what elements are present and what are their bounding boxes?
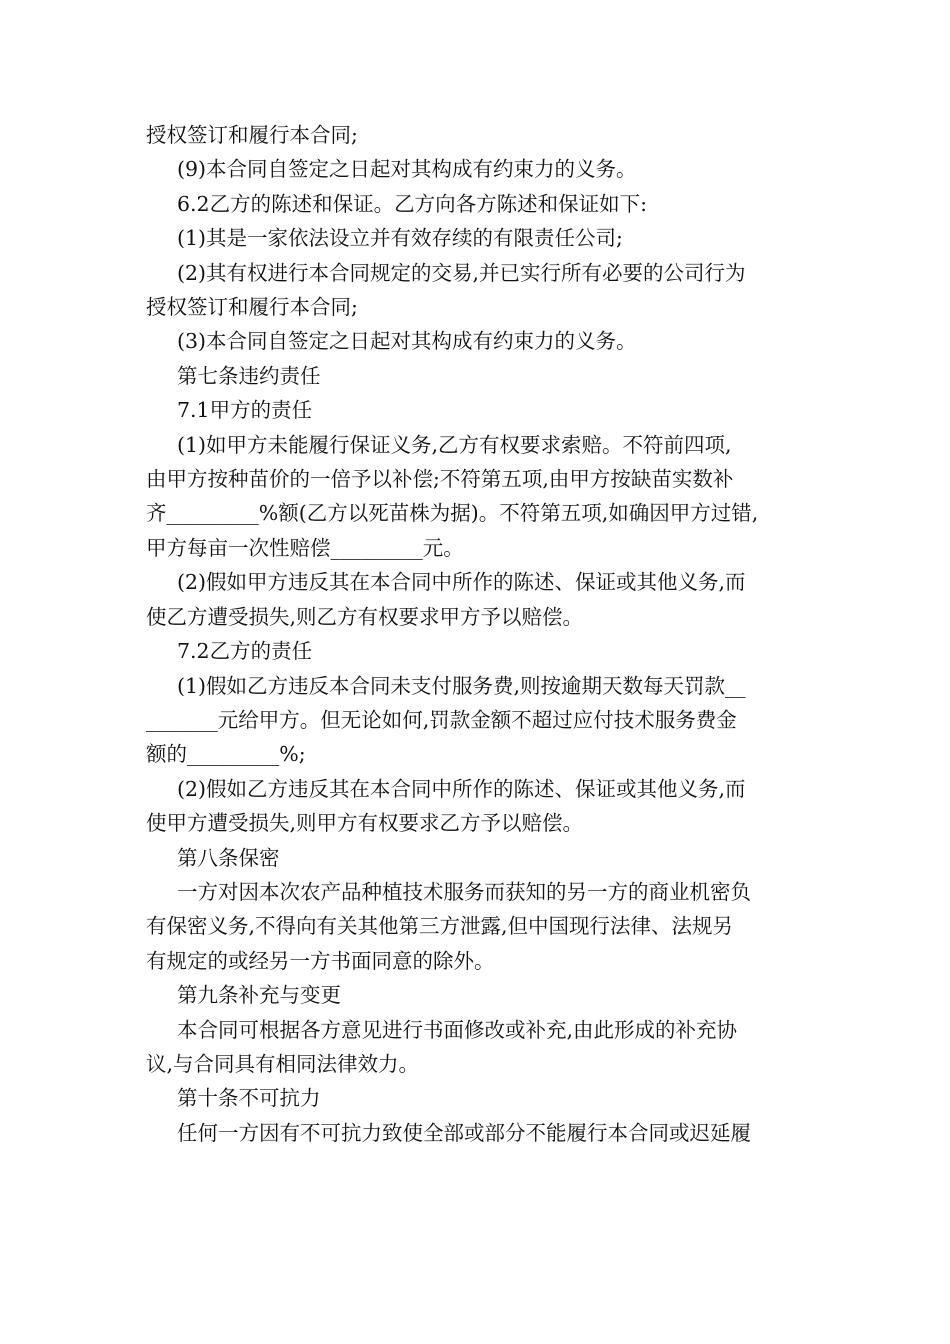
text-line: 由甲方按种苗价的一倍予以补偿;不符第五项,由甲方按缺苗实数补 (146, 467, 734, 492)
text-line: 本合同可根据各方意见进行书面修改或补充,由此形成的补充协 (177, 1017, 738, 1042)
paragraph-7-2-1 (146, 669, 814, 772)
text-line: 任何一方因有不可抗力致使全部或部分不能履行本合同或迟延履 (177, 1120, 751, 1145)
paragraph-7-2-2 (146, 772, 814, 841)
text-line: 使乙方遭受损失,则乙方有权要求甲方予以赔偿。 (146, 604, 584, 629)
paragraph-3 (146, 187, 814, 221)
text-line: 一方对因本次农产品种植技术服务而获知的另一方的商业机密负 (177, 879, 751, 904)
text-line: (1)如甲方未能履行保证义务,乙方有权要求索赔。不符前四项, (177, 432, 732, 457)
text-line: 7.2乙方的责任 (177, 639, 313, 664)
text-line: (1)其是一家依法设立并有效存续的有限责任公司; (177, 226, 623, 251)
text-line: _______元给甲方。但无论如何,罚款金额不超过应付技术服务费金 (146, 707, 737, 732)
text-line: 授权签订和履行本合同; (146, 295, 358, 320)
text-line: 第十条不可抗力 (177, 1086, 321, 1111)
paragraph-7-1-1 (146, 428, 814, 566)
text-line: 齐_________%额(乙方以死苗株为据)。不符第五项,如确因甲方过错, (146, 501, 759, 526)
paragraph-1 (146, 118, 814, 152)
section-heading-10 (146, 1081, 814, 1115)
paragraph-6 (146, 324, 814, 358)
text-line: (9)本合同自签定之日起对其构成有约束力的义务。 (177, 157, 637, 182)
text-line: 甲方每亩一次性赔偿_________元。 (146, 535, 464, 560)
text-line: 有规定的或经另一方书面同意的除外。 (146, 948, 495, 973)
subsection-heading-7-1 (146, 393, 814, 427)
paragraph-5 (146, 256, 814, 325)
text-line: 使甲方遭受损失,则甲方有权要求乙方予以赔偿。 (146, 811, 584, 836)
text-line: 第九条补充与变更 (177, 983, 341, 1008)
paragraph-7-1-2 (146, 565, 814, 634)
text-line: 有保密义务,不得向有关其他第三方泄露,但中国现行法律、法规另 (146, 914, 734, 939)
text-line: 额的_________%; (146, 742, 306, 767)
paragraph-4 (146, 221, 814, 255)
text-line: 7.1甲方的责任 (177, 398, 313, 423)
paragraph-10 (146, 1116, 814, 1150)
document-page (146, 118, 814, 1150)
section-heading-9 (146, 978, 814, 1012)
section-heading-8 (146, 841, 814, 875)
paragraph-9 (146, 1013, 814, 1082)
text-line: (2)假如乙方违反其在本合同中所作的陈述、保证或其他义务,而 (177, 776, 746, 801)
text-line: 授权签订和履行本合同; (146, 123, 358, 147)
text-line: (1)假如乙方违反本合同未支付服务费,则按逾期天数每天罚款__ (177, 673, 746, 698)
text-line: (2)假如甲方违反其在本合同中所作的陈述、保证或其他义务,而 (177, 570, 746, 595)
text-line: (2)其有权进行本合同规定的交易,并已实行所有必要的公司行为 (177, 260, 746, 285)
paragraph-8 (146, 875, 814, 978)
section-heading-7 (146, 359, 814, 393)
paragraph-2 (146, 152, 814, 186)
subsection-heading-7-2 (146, 634, 814, 668)
text-line: (3)本合同自签定之日起对其构成有约束力的义务。 (177, 329, 637, 354)
text-line: 6.2乙方的陈述和保证。乙方向各方陈述和保证如下: (177, 191, 648, 216)
text-line: 第八条保密 (177, 845, 280, 870)
text-line: 议,与合同具有相同法律效力。 (146, 1051, 420, 1076)
text-line: 第七条违约责任 (177, 363, 321, 388)
